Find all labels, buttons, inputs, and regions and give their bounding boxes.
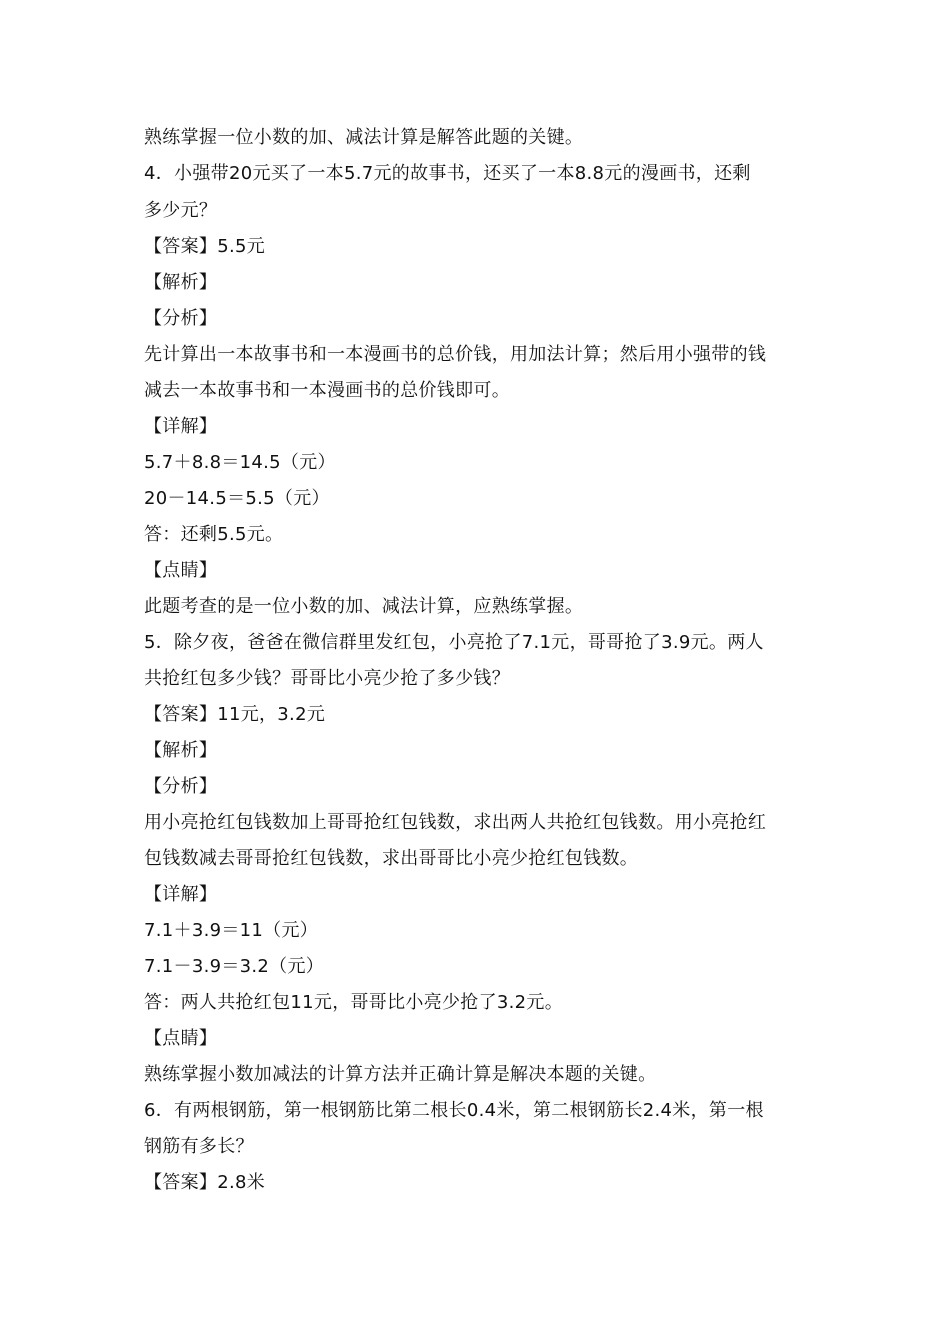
- section-heading: 【点睛】: [144, 1028, 218, 1049]
- section-heading: 【分析】: [144, 776, 218, 797]
- section-heading: 【点睛】: [144, 560, 218, 581]
- text-line: 用小亮抢红包钱数加上哥哥抢红包钱数，求出两人共抢红包钱数。用小亮抢红: [144, 812, 767, 833]
- text-line: 答：两人共抢红包11元，哥哥比小亮少抢了3.2元。: [144, 992, 564, 1013]
- equation-line: 7.1－3.9＝3.2（元）: [144, 956, 325, 977]
- question-4-line-2: 多少元？: [144, 200, 218, 221]
- equation-line: 20－14.5＝5.5（元）: [144, 488, 330, 509]
- text-line: 熟练掌握一位小数的加、减法计算是解答此题的关键。: [144, 127, 584, 148]
- text-line: 包钱数减去哥哥抢红包钱数，求出哥哥比小亮少抢红包钱数。: [144, 848, 639, 869]
- answer-line: 【答案】2.8米: [144, 1172, 266, 1193]
- question-6-line-2: 钢筋有多长？: [144, 1136, 254, 1157]
- text-line: 此题考查的是一位小数的加、减法计算，应熟练掌握。: [144, 596, 584, 617]
- text-line: 先计算出一本故事书和一本漫画书的总价钱，用加法计算；然后用小强带的钱: [144, 344, 767, 365]
- question-4-line-1: 4．小强带20元买了一本5.7元的故事书，还买了一本8.8元的漫画书，还剩: [144, 163, 751, 184]
- question-6-line-1: 6．有两根钢筋，第一根钢筋比第二根长0.4米，第二根钢筋长2.4米，第一根: [144, 1100, 764, 1121]
- section-heading: 【分析】: [144, 308, 218, 329]
- section-heading: 【解析】: [144, 740, 218, 761]
- answer-line: 【答案】11元，3.2元: [144, 704, 326, 725]
- section-heading: 【详解】: [144, 416, 218, 437]
- text-line: 答：还剩5.5元。: [144, 524, 284, 545]
- answer-line: 【答案】5.5元: [144, 236, 266, 257]
- question-5-line-1: 5．除夕夜，爸爸在微信群里发红包，小亮抢了7.1元，哥哥抢了3.9元。两人: [144, 632, 764, 653]
- equation-line: 5.7＋8.8＝14.5（元）: [144, 452, 336, 473]
- question-5-line-2: 共抢红包多少钱？哥哥比小亮少抢了多少钱？: [144, 668, 510, 689]
- section-heading: 【详解】: [144, 884, 218, 905]
- section-heading: 【解析】: [144, 272, 218, 293]
- text-line: 减去一本故事书和一本漫画书的总价钱即可。: [144, 380, 510, 401]
- text-line: 熟练掌握小数加减法的计算方法并正确计算是解决本题的关键。: [144, 1064, 657, 1085]
- equation-line: 7.1＋3.9＝11（元）: [144, 920, 319, 941]
